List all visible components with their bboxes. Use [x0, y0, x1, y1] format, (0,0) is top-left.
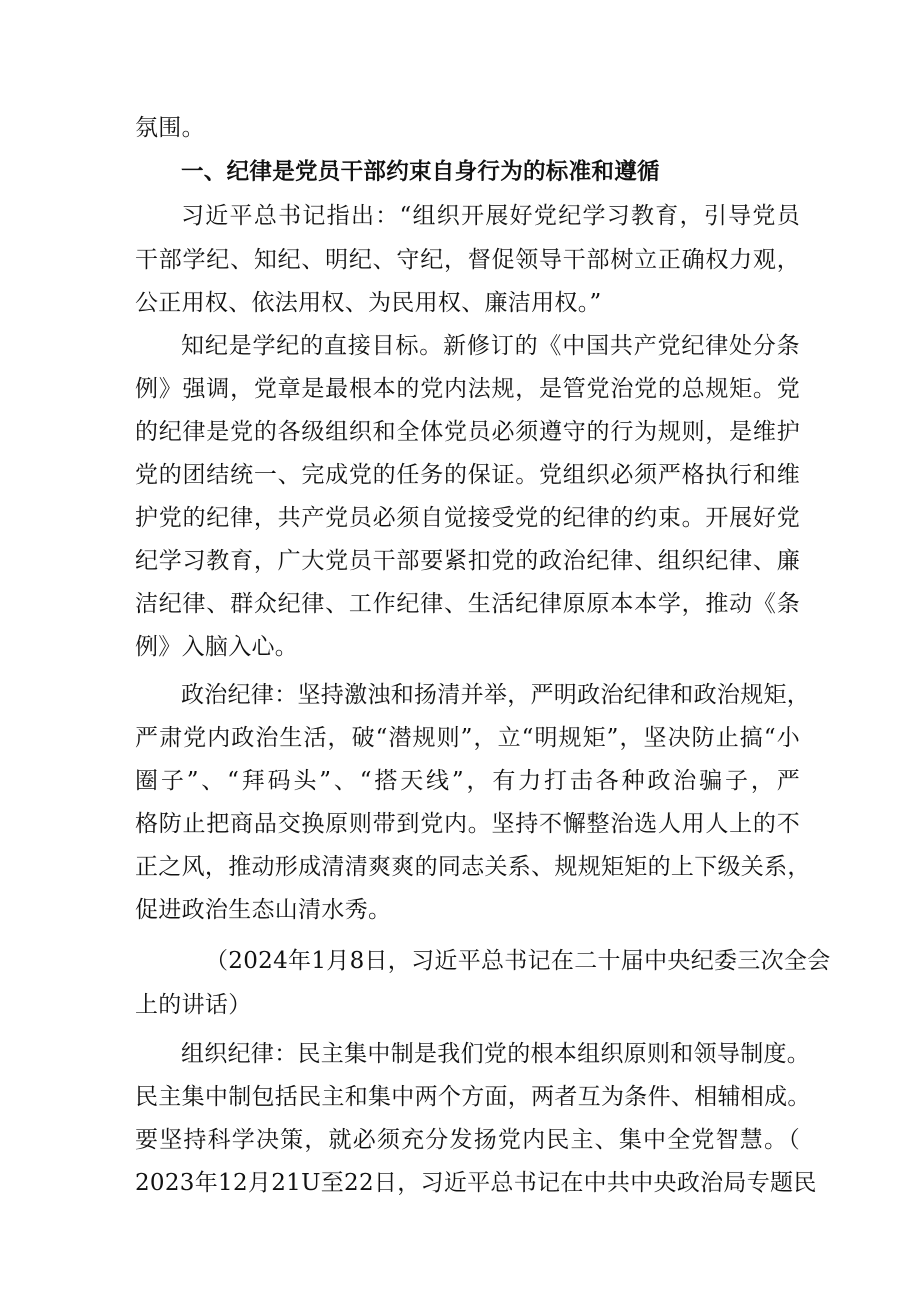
- source-note-line: （2024年1月8日，习近平总书记在二十届中央纪委三次全会: [205, 948, 831, 974]
- paragraph-line: 护党的纪律，共产党员必须自觉接受党的纪律的约束。开展好党: [135, 505, 800, 531]
- political-discipline-line: 正之风，推动形成清清爽爽的同志关系、规规矩矩的上下级关系，: [135, 854, 811, 880]
- section-heading: 一、纪律是党员干部约束自身行为的标准和遵循: [181, 159, 660, 185]
- paragraph-line: 例》强调，党章是最根本的党内法规，是管党治党的总规矩。党: [135, 376, 800, 402]
- organizational-discipline-line: 组织纪律：民主集中制是我们党的根本组织原则和领导制度。: [181, 1041, 811, 1067]
- paragraph-line: 党的团结统一、完成党的任务的保证。党组织必须严格执行和维: [135, 462, 800, 488]
- organizational-discipline-line: 2023年12月21U至22日，习近平总书记在中共中央政治局专题民: [135, 1170, 817, 1196]
- organizational-discipline-line: 要坚持科学决策，就必须充分发扬党内民主、集中全党智慧。（: [135, 1127, 800, 1153]
- paragraph-line: 纪学习教育，广大党员干部要紧扣党的政治纪律、组织纪律、廉: [135, 548, 800, 574]
- political-discipline-line: 格防止把商品交换原则带到党内。坚持不懈整治选人用人上的不: [135, 811, 800, 837]
- paragraph-end-line: 氛围。: [135, 115, 205, 141]
- quote-line-3: 公正用权、依法用权、为民用权、廉洁用权。”: [135, 290, 602, 316]
- political-discipline-line: 促进政治生态山清水秀。: [135, 897, 392, 923]
- organizational-discipline-line: 民主集中制包括民主和集中两个方面，两者互为条件、相辅相成。: [135, 1084, 811, 1110]
- paragraph-line: 例》入脑入心。: [135, 634, 299, 660]
- political-discipline-line: 严肃党内政治生活，破“潜规则”，立“明规矩”，坚决防止搞“小: [135, 725, 800, 751]
- paragraph-line: 的纪律是党的各级组织和全体党员必须遵守的行为规则，是维护: [135, 419, 800, 445]
- quote-line-1: 习近平总书记指出：“组织开展好党纪学习教育，引导党员: [181, 203, 800, 229]
- political-discipline-line: 政治纪律：坚持激浊和扬清并举，严明政治纪律和政治规矩，: [181, 682, 811, 708]
- source-note-line: 上的讲话）: [135, 992, 252, 1018]
- quote-line-2: 干部学纪、知纪、明纪、守纪，督促领导干部树立正确权力观，: [135, 247, 800, 273]
- paragraph-line: 知纪是学纪的直接目标。新修订的《中国共产党纪律处分条: [181, 333, 800, 359]
- paragraph-line: 洁纪律、群众纪律、工作纪律、生活纪律原原本本学，推动《条: [135, 591, 800, 617]
- political-discipline-line: 圈子”、“拜码头”、“搭天线”，有力打击各种政治骗子，严: [135, 768, 800, 794]
